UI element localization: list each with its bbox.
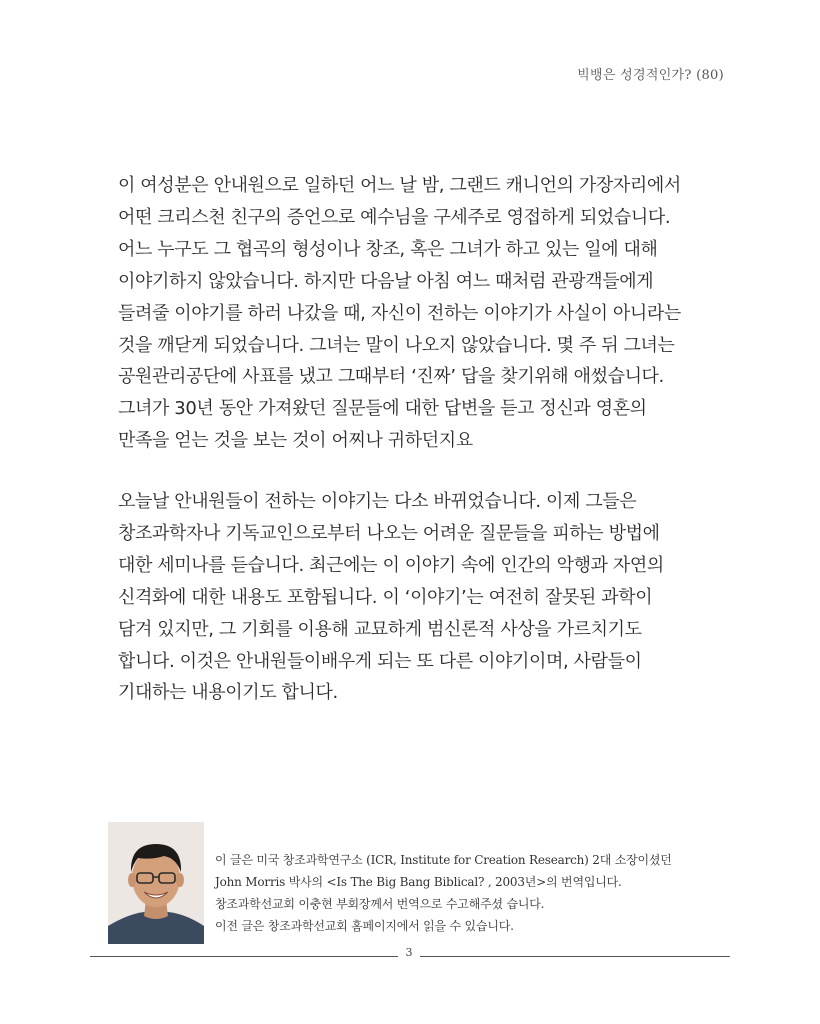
text-line: 기대하는 내용이기도 합니다. (118, 682, 338, 704)
text-line: 것을 깨닫게 되었습니다. 그녀는 말이 나오지 않았습니다. 몇 주 뒤 그녀는 (118, 334, 675, 356)
text-line: 이야기하지 않았습니다. 하지만 다음날 아침 여느 때처럼 관광객들에게 (118, 270, 654, 292)
text-line: 오늘날 안내원들이 전하는 이야기는 다소 바뀌었습니다. 이제 그들은 (118, 491, 637, 512)
author-note (215, 849, 735, 937)
text-line: 들려줄 이야기를 하러 나갔을 때, 자신이 전하는 이야기가 사실이 아니라는 (118, 302, 681, 324)
text-line: 합니다. 이것은 안내원들이배우게 되는 또 다른 이야기이며, 사람들이 (118, 650, 642, 672)
footer-rule-right (420, 956, 730, 957)
text-line: 만족을 얻는 것을 보는 것이 어찌나 귀하던지요 (118, 430, 473, 452)
text-line: 어떤 크리스천 친구의 증언으로 예수님을 구세주로 영접하게 되었습니다. (118, 206, 671, 228)
note-line: John Morris 박사의 <Is The Big Bang Biblical? , 2003년>의 번역입니다. (215, 875, 622, 889)
note-line: 창조과학선교회 이충현 부회장께서 번역으로 수고해주셨 습니다. (215, 897, 545, 911)
text-line: 대한 세미나를 듣습니다. 최근에는 이 이야기 속에 인간의 악행과 자연의 (118, 554, 664, 576)
page-number: 3 (405, 946, 413, 959)
text-line: 담겨 있지만, 그 기회를 이용해 교묘하게 범신론적 사상을 가르치기도 (118, 618, 642, 640)
footer-rule-left (90, 956, 398, 957)
note-line: 이 글은 미국 창조과학연구소 (ICR, Institute for Creation Research) 2대 소장이셨던 (215, 853, 672, 867)
text-line: 창조과학자나 기독교인으로부터 나오는 어려운 질문들을 피하는 방법에 (118, 522, 660, 544)
body-paragraph-1 (118, 170, 718, 457)
text-line: 공원관리공단에 사표를 냈고 그때부터 ‘진짜’ 답을 찾기위해 애썼습니다. (118, 366, 664, 388)
note-line: 이전 글은 창조과학선교회 홈페이지에서 읽을 수 있습니다. (215, 919, 514, 933)
text-line: 그녀가 30년 동안 가져왔던 질문들에 대한 답변을 듣고 정신과 영혼의 (118, 398, 647, 420)
text-line: 이 여성분은 안내원으로 일하던 어느 날 밤, 그랜드 캐니언의 가장자리에서 (118, 175, 681, 196)
author-photo (108, 822, 204, 944)
running-title: 빅뱅은 성경적인가? (80) (577, 68, 724, 83)
author-portrait-icon (108, 822, 204, 944)
text-line: 신격화에 대한 내용도 포함됩니다. 이 ‘이야기’는 여전히 잘못된 과학이 (118, 586, 653, 608)
body-paragraph-2 (118, 486, 718, 709)
text-line: 어느 누구도 그 협곡의 형성이나 창조, 혹은 그녀가 하고 있는 일에 대해 (118, 238, 658, 260)
